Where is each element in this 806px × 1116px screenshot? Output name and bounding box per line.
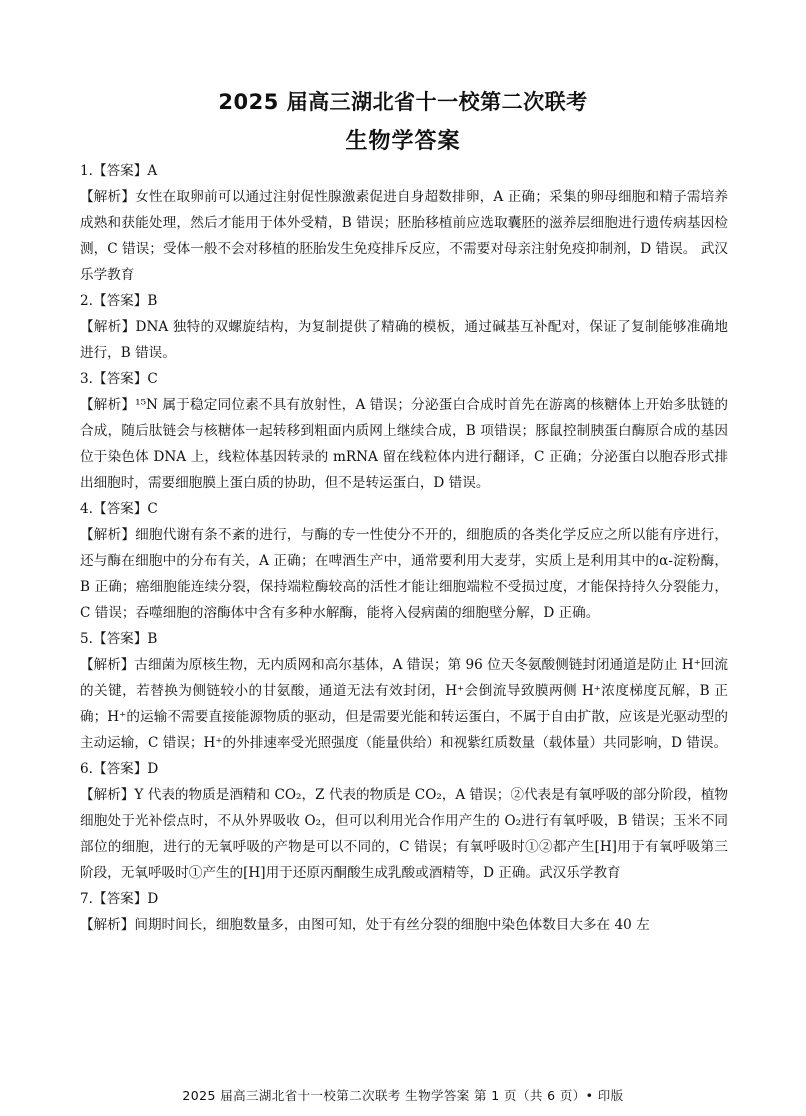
answer-line: 3.【答案】C [80, 371, 158, 387]
page-title: 2025 届高三湖北省十一校第二次联考 [218, 90, 588, 114]
answer-content [80, 158, 728, 938]
answer-line: 6.【答案】D [80, 761, 159, 777]
answer-line: 1.【答案】A [80, 163, 158, 179]
explanation-paragraph: 【解析】DNA 独特的双螺旋结构，为复制提供了精确的模板，通过碱基互补配对，保证了复制能够准确地进行，B 错误。 [80, 319, 728, 361]
explanation-paragraph: 【解析】女性在取卵前可以通过注射促性腺激素促进自身超数排卵，A 正确；采集的卵母细胞和精子需培养成熟和获能处理，然后才能用于体外受精，B 错误；胚胎移植前应选取囊胚的滋养层细胞进行遗传病基因检测，C 错误；受体一般不会对移植的胚胎发生免疫排斥反应，不需要对母亲注射免疫抑制剂，D 错误。 武汉乐学教育 [80, 189, 728, 283]
explanation-paragraph: 【解析】细胞代谢有条不紊的进行，与酶的专一性使分不开的，细胞质的各类化学反应之所以能有序进行，还与酶在细胞中的分布有关，A 正确；在啤酒生产中，通常要利用大麦芽，实质上是利用其中的α-淀粉酶，B 正确；癌细胞能连续分裂，保持端粒酶较高的活性才能让细胞端粒不受损过度，才能保持持久分裂能力，C 错误；吞噬细胞的溶酶体中含有多种水解酶，能将入侵病菌的细胞壁分解，D 正确。 [80, 527, 728, 621]
page-subtitle: 生物学答案 [345, 129, 461, 154]
explanation-paragraph: 【解析】¹⁵N 属于稳定同位素不具有放射性，A 错误；分泌蛋白合成时首先在游离的核糖体上开始多肽链的合成，随后肽链会与核糖体一起转移到粗面内质网上继续合成，B 项错误；豚鼠控制胰蛋白酶原合成的基因位于染色体 DNA 上，线粒体基因转录的 mRNA 留在线粒体内进行翻译，C 正确；分泌蛋白以胞吞形式排出细胞时，需要细胞膜上蛋白质的协助，但不是转运蛋白，D 错误。 [80, 397, 728, 491]
explanation-paragraph: 【解析】Y 代表的物质是酒精和 CO₂，Z 代表的物质是 CO₂，A 错误；②代表是有氧呼吸的部分阶段，植物细胞处于光补偿点时，不从外界吸收 O₂，但可以利用光合作用产生的 O₂进行有氧呼吸，B 错误；玉米不同部位的细胞，进行的无氧呼吸的产物是可以不同的，C 错误；有氧呼吸时①②都产生[H]用于有氧呼吸第三阶段，无氧呼吸时①产生的[H]用于还原丙酮酸生成乳酸或酒精等，D 正确。武汉乐学教育 [80, 787, 728, 881]
answer-line: 7.【答案】D [80, 891, 159, 907]
answer-line: 2.【答案】B [80, 293, 158, 309]
explanation-paragraph: 【解析】古细菌为原核生物，无内质网和高尔基体，A 错误；第 96 位天冬氨酸侧链封闭通道是防止 H⁺回流的关键，若替换为侧链较小的甘氨酸，通道无法有效封闭，H⁺会倒流导致膜两侧 H⁺浓度梯度瓦解，B 正确；H⁺的运输不需要直接能源物质的驱动，但是需要光能和转运蛋白，不属于自由扩散，应该是光驱动型的主动运输，C 错误；H⁺的外排速率受光照强度（能量供给）和视紫红质数量（载体量）共同影响，D 错误。 [80, 657, 728, 751]
answer-line: 4.【答案】C [80, 501, 158, 517]
page-footer: 2025 届高三湖北省十一校第二次联考 生物学答案 第 1 页（共 6 页）• 印版 [182, 1088, 624, 1103]
answer-line: 5.【答案】B [80, 631, 158, 647]
explanation-paragraph: 【解析】间期时间长，细胞数量多，由图可知，处于有丝分裂的细胞中染色体数目大多在 40 左 [80, 917, 650, 933]
